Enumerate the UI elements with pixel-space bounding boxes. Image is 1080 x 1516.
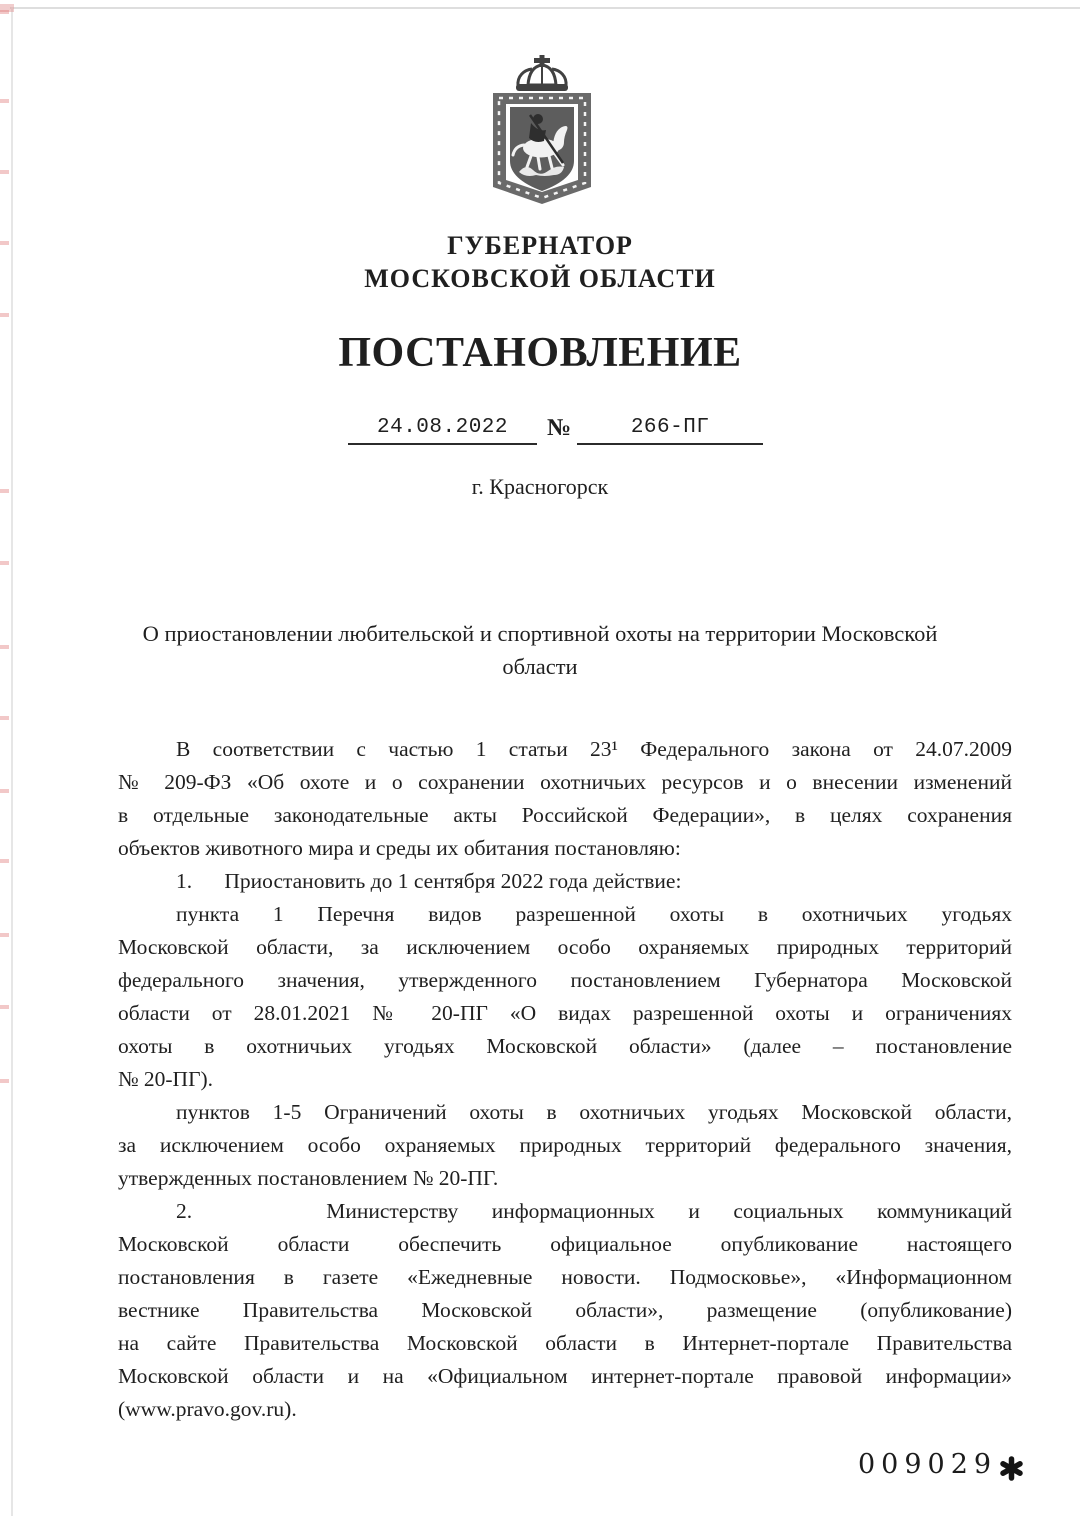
stamp-number: 009029 bbox=[858, 1449, 998, 1480]
body-line: пункта 1 Перечня видов разрешенной охоты в охотничьих угодьях bbox=[176, 902, 1012, 926]
body-line: объектов животного мира и среды их обитания постановляю: bbox=[118, 836, 681, 860]
moscow-oblast-coat-of-arms-icon bbox=[487, 55, 597, 205]
body-line: (www.pravo.gov.ru). bbox=[118, 1397, 297, 1421]
body-line: области от 28.01.2021 № 20-ПГ «О видах разрешенной охоты и ограничениях bbox=[118, 1001, 1012, 1025]
city-line: г. Красногорск bbox=[471, 474, 609, 499]
scan-red-mark bbox=[0, 170, 9, 174]
body-line: Московской области, за исключением особо охраняемых природных территорий bbox=[118, 935, 1012, 959]
date-field: 24.08.2022 bbox=[348, 416, 537, 445]
subject-title bbox=[0, 617, 1080, 683]
body-line: в отдельные законодательные акты Российской Федерации», в целях сохранения bbox=[118, 803, 1012, 827]
body-line: 1. Приостановить до 1 сентября 2022 года действие: bbox=[176, 869, 682, 893]
scan-red-mark bbox=[0, 10, 9, 14]
asterisk-icon bbox=[998, 1456, 1025, 1481]
scan-red-mark bbox=[0, 789, 9, 793]
scan-red-mark bbox=[0, 1005, 9, 1009]
body-line: федерального значения, утвержденного постановлением Губернатора Московской bbox=[118, 968, 1012, 992]
scan-red-mark bbox=[0, 561, 9, 565]
subject-line2: области bbox=[502, 654, 578, 679]
scan-edge-top-line bbox=[10, 7, 1080, 9]
body-line: охоты в охотничьих угодьях Московской области» (далее – постановление bbox=[118, 1034, 1012, 1058]
body-line: за исключением особо охраняемых природных территорий федерального значения, bbox=[118, 1133, 1012, 1157]
number-field: 266-ПГ bbox=[577, 416, 763, 445]
body-line: утвержденных постановлением № 20-ПГ. bbox=[118, 1166, 499, 1190]
org-name-line2: МОСКОВСКОЙ ОБЛАСТИ bbox=[364, 264, 716, 293]
scan-red-mark bbox=[0, 313, 9, 317]
scan-red-mark bbox=[0, 716, 9, 720]
scan-red-mark bbox=[0, 1079, 9, 1083]
body-line: постановления в газете «Ежедневные новости. Подмосковье», «Информационном bbox=[118, 1265, 1012, 1289]
body-line: Московской области и на «Официальном интернет-портале правовой информации» bbox=[118, 1364, 1012, 1388]
body-line: 2. Министерству информационных и социальных коммуникаций bbox=[176, 1199, 1012, 1223]
body-line: Московской области обеспечить официальное опубликование настоящего bbox=[118, 1232, 1012, 1256]
body-line: на сайте Правительства Московской области в Интернет-портале Правительства bbox=[118, 1331, 1012, 1355]
body-line: № 209-ФЗ «Об охоте и о сохранении охотничьих ресурсов и о внесении изменений bbox=[118, 770, 1012, 794]
date-number-row bbox=[348, 415, 763, 445]
subject-line1: О приостановлении любительской и спортивной охоты на территории Московской bbox=[142, 621, 938, 646]
body-line: В соответствии с частью 1 статьи 23¹ Федерального закона от 24.07.2009 bbox=[176, 737, 1012, 761]
number-sign: № bbox=[547, 415, 572, 441]
body-line: вестнике Правительства Московской области», размещение (опубликование) bbox=[118, 1298, 1012, 1322]
decree-body bbox=[118, 733, 1012, 1426]
body-line: № 20-ПГ). bbox=[118, 1067, 214, 1091]
body-line: пунктов 1-5 Ограничений охоты в охотничьих угодьях Московской области, bbox=[176, 1100, 1012, 1124]
scan-red-mark bbox=[0, 99, 9, 103]
scan-red-mark bbox=[0, 859, 9, 863]
doc-type-title: ПОСТАНОВЛЕНИЕ bbox=[338, 330, 742, 376]
org-name-line1: ГУБЕРНАТОР bbox=[447, 231, 633, 260]
scan-red-mark bbox=[0, 933, 9, 937]
